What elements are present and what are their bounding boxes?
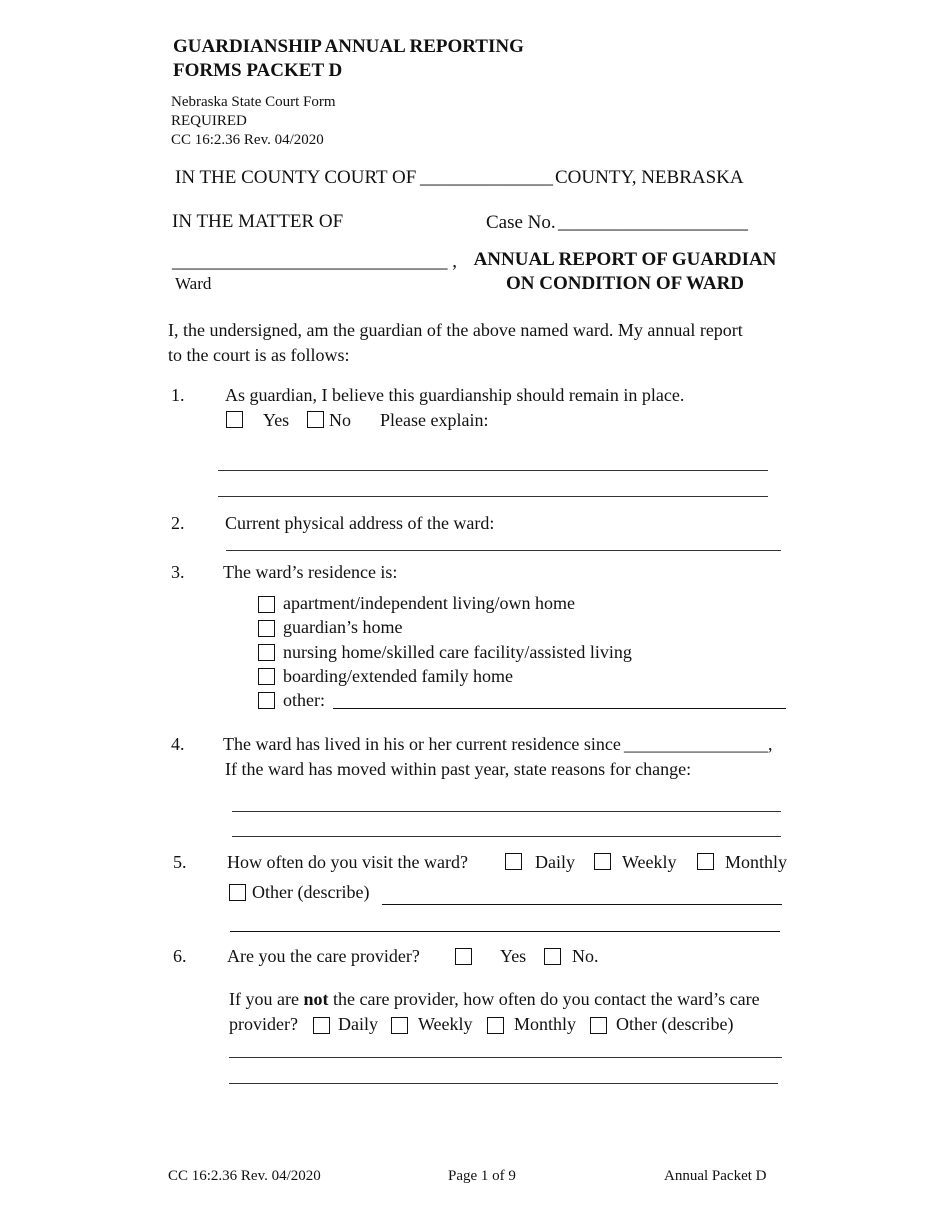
q1-explain-label: Please explain: xyxy=(380,410,489,430)
q6-provider-label: provider? xyxy=(229,1014,298,1034)
q5-weekly-checkbox[interactable] xyxy=(594,853,611,870)
q6-yes-checkbox[interactable] xyxy=(455,948,472,965)
q1-no-checkbox[interactable] xyxy=(307,411,324,428)
q5-other-checkbox[interactable] xyxy=(229,884,246,901)
q1-text: As guardian, I believe this guardianship should remain in place. xyxy=(225,385,685,405)
packet-title-line2: FORMS PACKET D xyxy=(173,60,343,81)
q2-address-line[interactable] xyxy=(226,550,781,551)
q5-daily-checkbox[interactable] xyxy=(505,853,522,870)
report-title-line2: ON CONDITION OF WARD xyxy=(505,273,745,294)
q4-reason-line-1[interactable] xyxy=(232,811,781,812)
ward-name-blank[interactable]: _____________________________ , xyxy=(172,251,457,272)
q3-nursing-home-label: nursing home/skilled care facility/assisted living xyxy=(283,642,632,662)
packet-title-line1: GUARDIANSHIP ANNUAL REPORTING xyxy=(173,36,524,57)
q6-weekly-checkbox[interactable] xyxy=(391,1017,408,1034)
q1-explain-line-1[interactable] xyxy=(218,470,768,471)
footer-page-number: Page 1 of 9 xyxy=(448,1168,516,1184)
q1-yes-label: Yes xyxy=(263,410,290,430)
q6-weekly-label: Weekly xyxy=(418,1014,473,1034)
case-no-blank[interactable]: ____________________ xyxy=(558,212,748,233)
q6-no-label: No. xyxy=(572,946,599,966)
q3-other-label: other: xyxy=(283,690,325,710)
form-number: CC 16:2.36 Rev. 04/2020 xyxy=(171,132,324,148)
q3-number: 3. xyxy=(171,562,185,582)
q5-monthly-label: Monthly xyxy=(725,852,788,872)
q6-other-checkbox[interactable] xyxy=(590,1017,607,1034)
q4-line2: If the ward has moved within past year, state reasons for change: xyxy=(225,759,692,779)
form-required: REQUIRED xyxy=(171,113,247,129)
intro-line2: to the court is as follows: xyxy=(168,345,350,365)
q3-guardian-home-checkbox[interactable] xyxy=(258,620,275,637)
q3-other-checkbox[interactable] xyxy=(258,692,275,709)
q1-number: 1. xyxy=(171,385,185,405)
q6-text: Are you the care provider? xyxy=(227,946,420,966)
q3-apartment-checkbox[interactable] xyxy=(258,596,275,613)
q3-guardian-home-label: guardian’s home xyxy=(283,617,403,637)
q4-line1: The ward has lived in his or her current residence since xyxy=(223,734,621,754)
q6-monthly-checkbox[interactable] xyxy=(487,1017,504,1034)
q3-boarding-label: boarding/extended family home xyxy=(283,666,513,686)
court-prefix: IN THE COUNTY COURT OF xyxy=(175,167,417,188)
court-suffix: COUNTY, NEBRASKA xyxy=(555,167,744,188)
q5-text: How often do you visit the ward? xyxy=(227,852,468,872)
case-no-label: Case No. xyxy=(486,212,556,233)
q6-daily-checkbox[interactable] xyxy=(313,1017,330,1034)
q4-reason-line-2[interactable] xyxy=(232,836,781,837)
q3-boarding-checkbox[interactable] xyxy=(258,668,275,685)
q6-sub-question: If you are not the care provider, how often do you contact the ward’s care xyxy=(229,989,760,1009)
q2-number: 2. xyxy=(171,513,185,533)
q6-monthly-label: Monthly xyxy=(514,1014,577,1034)
county-blank[interactable]: ______________ xyxy=(420,167,553,188)
q5-monthly-checkbox[interactable] xyxy=(697,853,714,870)
intro-line1: I, the undersigned, am the guardian of the above named ward. My annual report xyxy=(168,320,743,340)
q4-since-blank[interactable]: ________________, xyxy=(624,734,773,754)
q5-other-label: Other (describe) xyxy=(252,882,370,902)
q5-other-line-2[interactable] xyxy=(230,931,780,932)
q1-no-label: No xyxy=(329,410,351,430)
q6-other-label: Other (describe) xyxy=(616,1014,734,1034)
report-title-line1: ANNUAL REPORT OF GUARDIAN xyxy=(473,249,777,270)
q5-weekly-label: Weekly xyxy=(622,852,677,872)
q6-describe-line-2[interactable] xyxy=(229,1083,778,1084)
q4-number: 4. xyxy=(171,734,185,754)
form-name: Nebraska State Court Form xyxy=(171,94,336,110)
q5-number: 5. xyxy=(173,852,187,872)
q6-describe-line-1[interactable] xyxy=(229,1057,782,1058)
q1-explain-line-2[interactable] xyxy=(218,496,768,497)
q6-no-checkbox[interactable] xyxy=(544,948,561,965)
q2-text: Current physical address of the ward: xyxy=(225,513,495,533)
q3-apartment-label: apartment/independent living/own home xyxy=(283,593,575,613)
q5-daily-label: Daily xyxy=(535,852,575,872)
ward-label: Ward xyxy=(175,274,212,293)
q3-other-line[interactable] xyxy=(333,708,786,709)
matter-label: IN THE MATTER OF xyxy=(172,211,344,232)
q6-yes-label: Yes xyxy=(500,946,527,966)
q6-number: 6. xyxy=(173,946,187,966)
q6-daily-label: Daily xyxy=(338,1014,378,1034)
footer-packet-name: Annual Packet D xyxy=(664,1168,767,1184)
q5-other-line-1[interactable] xyxy=(382,904,782,905)
q3-nursing-home-checkbox[interactable] xyxy=(258,644,275,661)
footer-form-number: CC 16:2.36 Rev. 04/2020 xyxy=(168,1168,321,1184)
q3-text: The ward’s residence is: xyxy=(223,562,398,582)
q1-yes-checkbox[interactable] xyxy=(226,411,243,428)
